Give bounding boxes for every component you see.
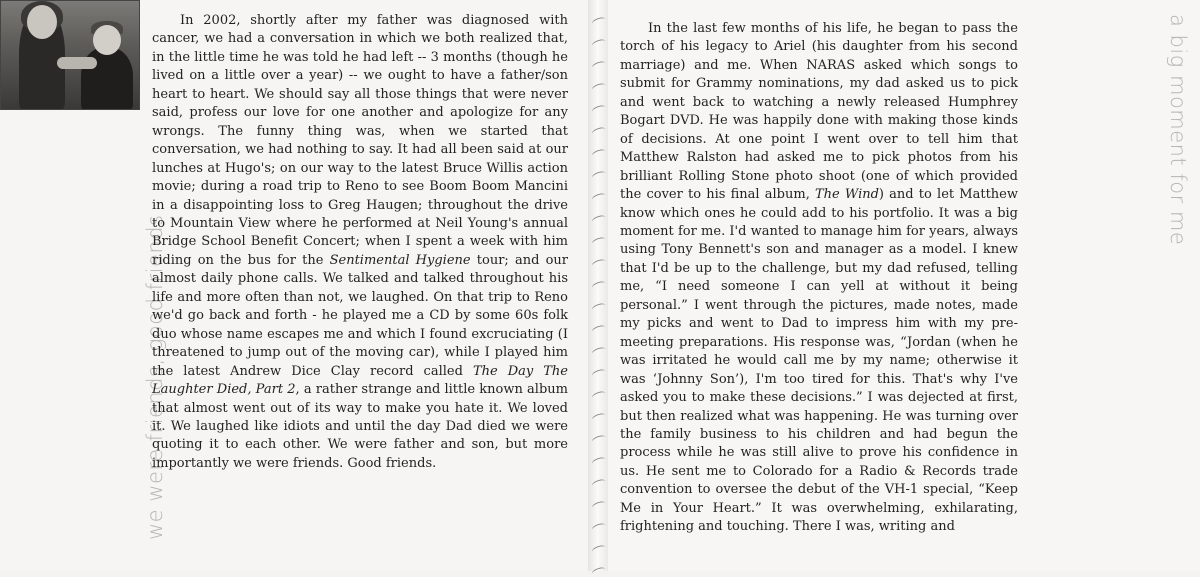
right-side-title: a big moment for me (1166, 14, 1190, 246)
binding-notch (591, 434, 606, 445)
binding-notch (591, 368, 606, 379)
right-page (608, 0, 1200, 571)
left-body-text (152, 12, 568, 473)
text-run: ) and to let Matthew know which ones he could add to his portfolio. It was a big moment for me. I'd wanted to manage him for years, always using Tony Bennett's son and manager as a model. I knew that I'd be up to the challenge, but my dad refused, telling me, “I need someone I can yell at without it being personal.” I went through the pictures, made notes, made my picks and went to Dad to impress him with my pre-meeting preparations. His response was, “Jordan (when he was irritated he would call me by my name; otherwise it was ‘Johnny Son’), I'm too tired for this. That's why I've asked you to make these decisions.” I was dejected at first, but then realized what was happening. He was turning over the family business to his children and had begun the process while he was still alive to prove his confidence in us. He sent me to Colorado for a Radio & Records trade convention to oversee the debut of the VH-1 special, “Keep Me in Your Heart.” It was overwhelming, exhilarating, frightening and touching. There I was, writing and (620, 187, 1018, 535)
binding-notch (591, 324, 606, 335)
binding-notch (591, 412, 606, 423)
binding-notch (591, 566, 606, 577)
binding-notch (591, 148, 606, 159)
italic-title: Sentimental Hygiene (329, 252, 471, 268)
binding-notch (591, 104, 606, 115)
text-run: tour; and our almost daily phone calls. We talked and talked throughout his life and more often than not, we laughed. On that trip to Reno we'd go back and forth - he played me a CD by some 60s folk duo whose name escapes me and which I found excruciating (I threatened to jump out of the moving car), while I played him the latest Andrew Dice Clay record called (152, 252, 568, 379)
binding-notch (591, 60, 606, 71)
binding-notch (591, 456, 606, 467)
binding-notch (591, 280, 606, 291)
binding-notch (591, 236, 606, 247)
italic-title: The Wind (815, 187, 879, 203)
binding-notch (591, 16, 606, 27)
family-photo (0, 0, 140, 110)
text-run: In 2002, shortly after my father was diagnosed with cancer, we had a conversation in which we both realized that, in the little time he was told he had left -- 3 months (though he lived on a little over a year) -- we ought to have a father/son heart to heart. We should say all those things that were never said, profess our love for one another and apologize for any wrongs. The funny thing was, when we started that conversation, we had nothing to say. It had all been said at our lunches at Hugo's; on our way to the latest Bruce Willis action movie; during a road trip to Reno to see Boom Boom Mancini in a disappointing loss to Greg Haugen; throughout the drive to Mountain View where he performed at Neil Young's annual Bridge School Benefit Concert; when I spent a week with him riding on the bus for the (152, 13, 568, 268)
binding-notch (591, 544, 606, 555)
binding-notch (591, 126, 606, 137)
italic-title: The Day The Laughter Died, Part 2 (152, 363, 568, 398)
binding-notch (591, 214, 606, 225)
right-body-text (620, 20, 1018, 537)
text-run: , a rather strange and little known album that almost went out of its way to make you hate it. We loved it. We laughed like idiots and until the day Dad died we were quoting it to each other. We were father and son, but more importantly we were friends. Good friends. (152, 382, 568, 471)
binding-notch (591, 390, 606, 401)
binding-notch (591, 192, 606, 203)
binding-notch (591, 38, 606, 49)
text-run: In the last few months of his life, he began to pass the torch of his legacy to Ariel (his daughter from his second marriage) and me. When NARAS asked which songs to submit for Grammy nominations, my dad asked us to pick and went back to watching a newly released Humphrey Bogart DVD. He was happily done with making those kinds of decisions. At one point I went over to tell him that Matthew Ralston had asked me to pick photos from his brilliant Rolling Stone photo shoot (one of which provided the cover to his final album, (620, 21, 1018, 203)
binding-notch (591, 346, 606, 357)
binding-notch (591, 302, 606, 313)
left-side-title: we were friends, good friends (143, 214, 167, 540)
binding-notch (591, 82, 606, 93)
binding-notch (591, 258, 606, 269)
left-page (0, 0, 592, 571)
binding-notch (591, 522, 606, 533)
binding-notch (591, 500, 606, 511)
binding-notch (591, 478, 606, 489)
binding-notch (591, 170, 606, 181)
